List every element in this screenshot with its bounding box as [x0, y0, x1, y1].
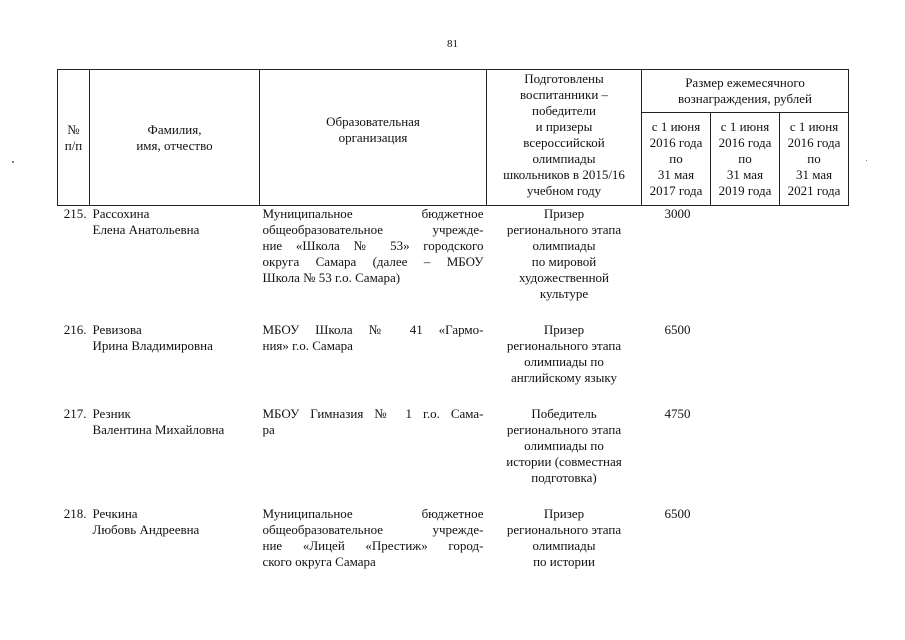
- payment-2019: [711, 322, 780, 406]
- header-period-2021: с 1 июня 2016 года по 31 мая 2021 года: [780, 113, 849, 206]
- scan-speck: [866, 160, 867, 161]
- achievement: Призер регионального этапа олимпиады по мировой художественной культуре: [506, 206, 622, 301]
- table-row: [58, 406, 849, 506]
- scan-speck: [12, 161, 14, 163]
- person-name: Резник Валентина Михайловна: [92, 406, 225, 437]
- organization: Муниципальное бюджетное общеобразовательное учрежде- ние «Школа № 53» городского округа Самара (далее – МБОУ Школа № 53 г.о. Самара): [262, 206, 484, 285]
- awards-table: [57, 69, 849, 590]
- payment-2017: 4750: [664, 406, 691, 421]
- organization: Муниципальное бюджетное общеобразовательное учрежде- ние «Лицей «Престиж» город- ского округа Самара: [262, 506, 484, 569]
- header-organization: Образовательная организация: [260, 70, 487, 206]
- header-name: Фамилия, имя, отчество: [90, 70, 260, 206]
- header-achievement: Подготовлены воспитанники – победители и призеры всероссийской олимпиады школьников в 2015/16 учебном году: [487, 70, 642, 206]
- header-period-2017: с 1 июня 2016 года по 31 мая 2017 года: [642, 113, 711, 206]
- achievement: Призер регионального этапа олимпиады по истории: [506, 506, 622, 569]
- achievement: Призер регионального этапа олимпиады по английскому языку: [506, 322, 622, 385]
- table-row: [58, 322, 849, 406]
- person-name: Рассохина Елена Анатольевна: [92, 206, 200, 237]
- organization: МБОУ Школа № 41 «Гармо- ния» г.о. Самара: [262, 322, 484, 353]
- row-number: 215.: [63, 206, 87, 221]
- payment-2017: 6500: [664, 322, 691, 337]
- person-name: Ревизова Ирина Владимировна: [92, 322, 213, 353]
- payment-2019: [711, 506, 780, 590]
- achievement: Победитель регионального этапа олимпиады по истории (совместная подготовка): [506, 406, 622, 485]
- payment-2019: [711, 406, 780, 506]
- row-number: 218.: [63, 506, 87, 521]
- payment-2017: 3000: [664, 206, 691, 221]
- row-number: 216.: [63, 322, 87, 337]
- payment-2021: [780, 206, 849, 323]
- header-payment-group: Размер ежемесячного вознаграждения, рублей: [642, 70, 849, 113]
- payment-2021: [780, 406, 849, 506]
- person-name: Речкина Любовь Андреевна: [92, 506, 200, 537]
- header-period-2019: с 1 июня 2016 года по 31 мая 2019 года: [711, 113, 780, 206]
- payment-2017: 6500: [664, 506, 691, 521]
- table-row: [58, 506, 849, 590]
- page-number: 81: [447, 38, 458, 50]
- header-number: № п/п: [58, 70, 90, 206]
- organization: МБОУ Гимназия № 1 г.о. Сама- ра: [262, 406, 484, 437]
- row-number: 217.: [63, 406, 87, 421]
- payment-2021: [780, 322, 849, 406]
- payment-2021: [780, 506, 849, 590]
- table-row: [58, 206, 849, 323]
- payment-2019: [711, 206, 780, 323]
